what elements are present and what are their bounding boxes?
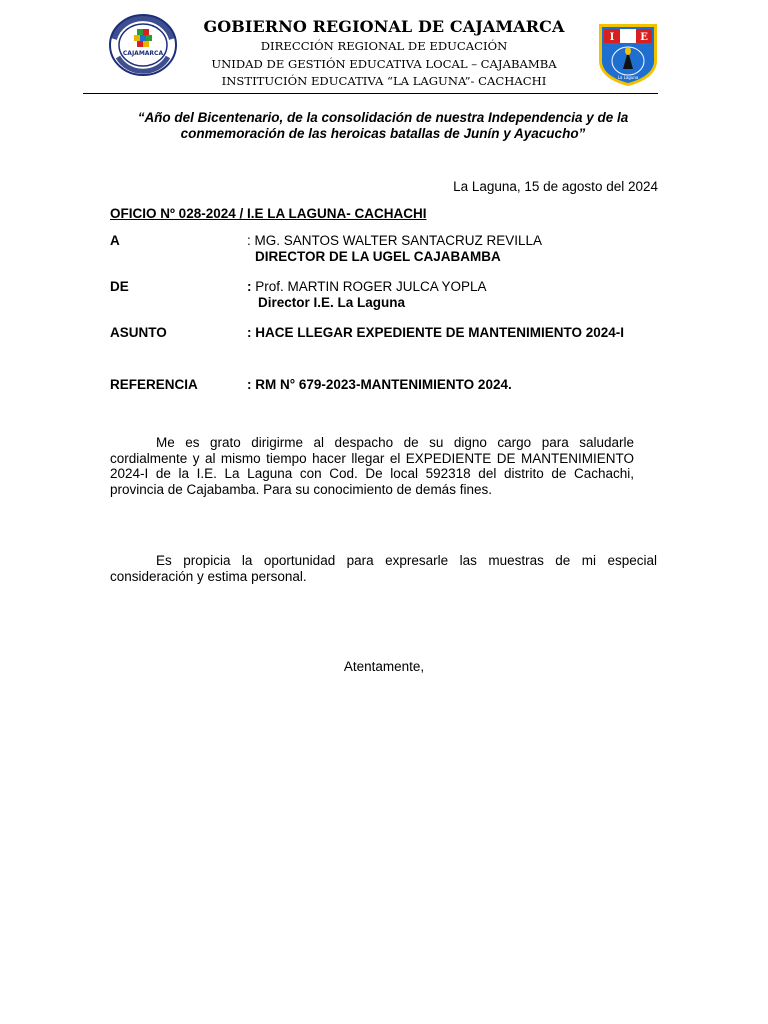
- recipient-value: [247, 233, 542, 264]
- document-number: OFICIO Nº 028-2024 / I.E LA LAGUNA- CACHACHI: [110, 206, 427, 221]
- reference-value: : RM N° 679-2023-MANTENIMIENTO 2024.: [247, 377, 512, 392]
- subject-value: : HACE LLEGAR EXPEDIENTE DE MANTENIMIENTO 2024-I: [247, 325, 625, 340]
- letterhead: [0, 0, 768, 96]
- school-shield-icon: [597, 21, 659, 87]
- reference-label: REFERENCIA: [110, 377, 198, 392]
- sender-title: Director I.E. La Laguna: [258, 294, 406, 310]
- sender-colon: :: [247, 279, 252, 294]
- letterhead-text: [180, 16, 588, 91]
- recipient-title: DIRECTOR DE LA UGEL CAJABAMBA: [255, 248, 501, 264]
- shield-letter-e: E: [640, 32, 648, 43]
- seal-center-text: CAJAMARCA: [122, 50, 164, 57]
- closing-salutation: Atentamente,: [343, 659, 425, 674]
- recipient-name: : MG. SANTOS WALTER SANTACRUZ REVILLA: [247, 233, 543, 248]
- recipient-label: A: [110, 233, 120, 248]
- sender-label: DE: [110, 279, 129, 294]
- letter-date: La Laguna, 15 de agosto del 2024: [453, 179, 658, 194]
- sender-value: [247, 279, 487, 310]
- sender-name: Prof. MARTIN ROGER JULCA YOPLA: [251, 279, 487, 294]
- ugel-line: UNIDAD DE GESTIÓN EDUCATIVA LOCAL – CAJABAMBA: [211, 56, 557, 71]
- government-title: GOBIERNO REGIONAL DE CAJAMARCA: [203, 17, 565, 36]
- year-motto: “Año del Bicentenario, de la consolidación de nuestra Independencia y de la conmemoración de las heroicas batallas de Junín y Ayacucho”: [137, 110, 629, 141]
- ugel-cajamarca-seal-icon: [108, 13, 178, 77]
- shield-letter-i: I: [609, 32, 615, 43]
- directorate-line: DIRECCIÓN REGIONAL DE EDUCACIÓN: [260, 39, 508, 53]
- institution-line: INSTITUCIÓN EDUCATIVA “LA LAGUNA”- CACHACHI: [221, 74, 547, 88]
- header-divider: [83, 93, 658, 94]
- body-paragraph-2: Es propicia la oportunidad para expresarle las muestras de mi especial consideración y estima personal.: [110, 553, 657, 584]
- shield-motto-text: La Laguna: [617, 75, 639, 80]
- body-paragraph-1: Me es grato dirigirme al despacho de su digno cargo para saludarle cordialmente y al mismo tiempo hacer llegar el EXPEDIENTE DE MANTENIMIENTO 2024-I de la I.E. La Laguna con Cod. De local 592318 del distrito de Cachachi, provincia de Cajabamba. Para su conocimiento de demás fines.: [110, 435, 634, 497]
- subject-label: ASUNTO: [110, 325, 167, 340]
